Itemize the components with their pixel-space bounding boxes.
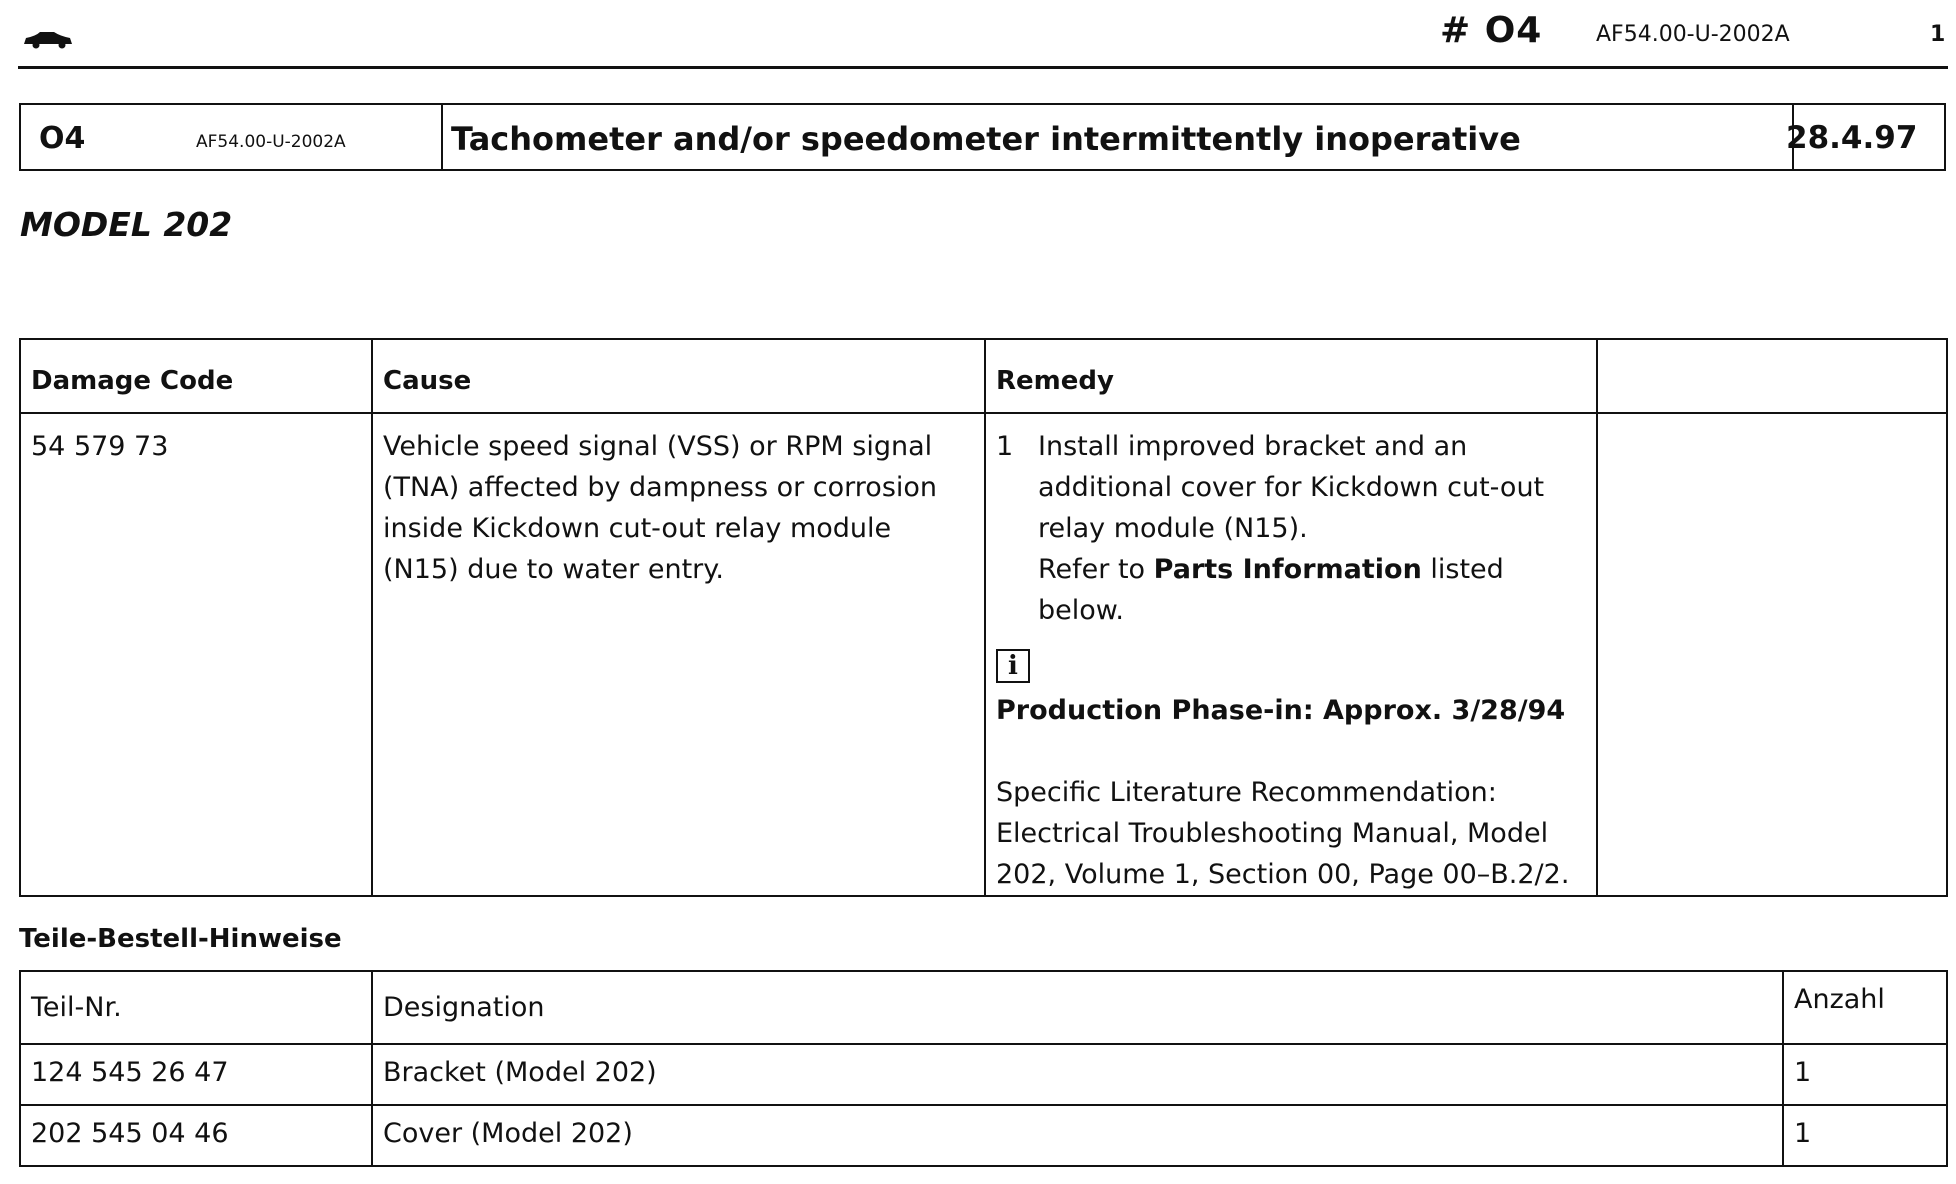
page-number: 1 <box>1930 22 1946 47</box>
phase-in-label: Production Phase-in: <box>996 695 1314 726</box>
table-row <box>20 1044 1947 1105</box>
parts-heading: Teile-Bestell-Hinweise <box>19 924 342 954</box>
remedy-step-number: 1 <box>996 431 1014 462</box>
cell-designation: Bracket (Model 202) <box>372 1044 1783 1105</box>
cell-part-number: 124 545 26 47 <box>20 1044 372 1105</box>
title-box-date: 28.4.97 <box>1786 120 1918 156</box>
col-header-cause: Cause <box>372 339 985 413</box>
literature-line-1: Specific Literature Recommendation: <box>996 777 1497 808</box>
remedy-step-text: Install improved bracket and an additional cover for Kickdown cut-out relay module (N15). <box>1038 431 1545 544</box>
cell-quantity: 1 <box>1783 1105 1947 1166</box>
literature-recommendation <box>996 772 1586 895</box>
table-row <box>20 413 1947 896</box>
header-divider <box>18 66 1948 69</box>
table-row <box>20 1105 1947 1166</box>
refer-parts-information: Parts Information <box>1153 554 1422 585</box>
col-header-part-number: Teil-Nr. <box>20 971 372 1044</box>
parts-table <box>19 970 1948 1167</box>
title-box-number: O4 <box>39 121 86 156</box>
production-phase-in <box>996 690 1586 731</box>
refer-prefix: Refer to <box>1038 554 1154 585</box>
parts-table-header-row <box>20 971 1947 1044</box>
cell-cause: Vehicle speed signal (VSS) or RPM signal (TNA) affected by dampness or corrosion inside Kickdown cut-out relay module (N15) due to water entry. <box>372 413 985 896</box>
cell-damage-code: 54 579 73 <box>20 413 372 896</box>
literature-line-2: Electrical Troubleshooting Manual, Model 202, Volume 1, Section 00, Page 00–B.2/2. <box>996 818 1570 890</box>
col-header-designation: Designation <box>372 971 1783 1044</box>
cell-extra <box>1597 413 1947 896</box>
info-icon: i <box>996 649 1030 683</box>
car-silhouette-icon <box>22 28 74 50</box>
title-box <box>19 103 1946 171</box>
page-title: Tachometer and/or speedometer intermittently inoperative <box>451 120 1521 158</box>
cell-remedy <box>985 413 1597 896</box>
remedy-step-body <box>1038 426 1586 631</box>
model-heading: MODEL 202 <box>20 205 233 244</box>
cell-quantity: 1 <box>1783 1044 1947 1105</box>
remedy-step <box>996 426 1586 631</box>
phase-in-value: Approx. 3/28/94 <box>1313 695 1566 726</box>
col-header-extra <box>1597 339 1947 413</box>
cell-part-number: 202 545 04 46 <box>20 1105 372 1166</box>
header-document-code: AF54.00-U-2002A <box>1596 22 1790 47</box>
damage-table-header-row <box>20 339 1947 413</box>
col-header-remedy: Remedy <box>985 339 1597 413</box>
damage-table <box>19 338 1948 897</box>
cell-designation: Cover (Model 202) <box>372 1105 1783 1166</box>
refer-suffix: listed below. <box>1038 554 1504 626</box>
bulletin-number: # O4 <box>1440 10 1543 51</box>
col-header-quantity: Anzahl <box>1783 971 1947 1044</box>
col-header-damage-code: Damage Code <box>20 339 372 413</box>
title-box-document-code: AF54.00-U-2002A <box>196 132 346 152</box>
